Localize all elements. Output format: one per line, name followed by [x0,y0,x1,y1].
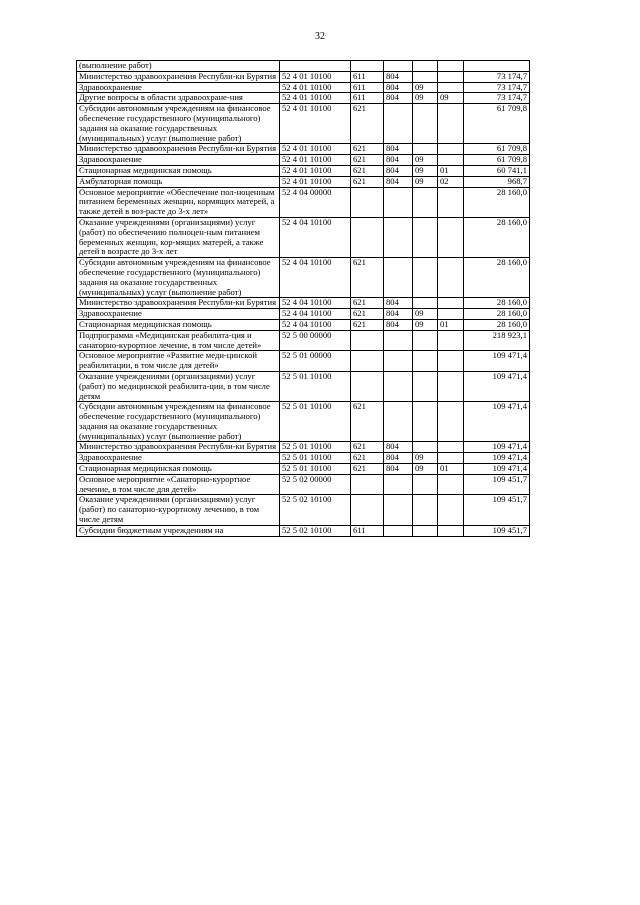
row-pr-cell [438,258,464,298]
row-name-cell: Здравоохранение [77,309,280,320]
row-pr-cell [438,442,464,453]
row-vr-cell [351,217,384,257]
table-row [77,442,530,453]
table-row [77,371,530,401]
row-rz-cell [413,298,438,309]
row-code-cell [280,61,351,72]
table-row [77,93,530,104]
row-rz-cell [413,61,438,72]
row-code-cell: 52 4 01 10100 [280,176,351,187]
table-row [77,176,530,187]
row-vr-cell: 621 [351,402,384,442]
row-vr-cell: 621 [351,319,384,330]
row-vr-cell [351,351,384,372]
row-code-cell: 52 5 02 10100 [280,525,351,536]
row-pr-cell [438,71,464,82]
row-vr-cell: 611 [351,82,384,93]
row-code-cell: 52 5 01 10100 [280,371,351,401]
row-pr-cell [438,453,464,464]
row-vr-cell: 621 [351,298,384,309]
row-pr-cell [438,61,464,72]
row-rz-cell [413,71,438,82]
table-row [77,61,530,72]
row-grbs-cell: 804 [384,319,413,330]
row-pr-cell [438,155,464,166]
row-pr-cell: 01 [438,319,464,330]
row-name-cell: Основное мероприятие «Обеспечение пол-ноценным питанием беременных женщин, кормящих матерей, а также детей в воз-расте до 3-х лет» [77,187,280,217]
row-rz-cell [413,351,438,372]
row-amount-cell: 28 160,0 [464,258,530,298]
table-row [77,82,530,93]
table-row [77,104,530,144]
table-row [77,495,530,525]
row-code-cell: 52 5 00 00000 [280,330,351,351]
row-pr-cell: 01 [438,165,464,176]
row-amount-cell: 73 174,7 [464,82,530,93]
row-code-cell: 52 4 04 10100 [280,309,351,320]
row-rz-cell [413,144,438,155]
row-vr-cell: 621 [351,155,384,166]
row-pr-cell [438,525,464,536]
row-name-cell: Оказание учреждениями (организациями) услуг (работ) по санаторно-курортному лечению, в том числе детям [77,495,280,525]
row-vr-cell: 621 [351,165,384,176]
row-name-cell: Стационарная медицинская помощь [77,464,280,475]
row-grbs-cell: 804 [384,453,413,464]
row-name-cell: Субсидии автономным учреждениям на финансовое обеспечение государственного (муниципального) задания на оказание государственных (муниципальных) услуг (выполнение работ) [77,104,280,144]
row-rz-cell [413,371,438,401]
row-vr-cell: 621 [351,309,384,320]
table-row [77,144,530,155]
row-grbs-cell [384,525,413,536]
row-code-cell: 52 4 01 10100 [280,144,351,155]
row-vr-cell [351,474,384,495]
row-rz-cell [413,258,438,298]
row-code-cell: 52 5 01 00000 [280,351,351,372]
row-rz-cell: 09 [413,176,438,187]
row-code-cell: 52 5 01 10100 [280,453,351,464]
row-grbs-cell [384,495,413,525]
row-amount-cell: 109 471,4 [464,351,530,372]
row-grbs-cell [384,217,413,257]
row-vr-cell [351,61,384,72]
table-row [77,351,530,372]
row-name-cell: Министерство здравоохранения Республи-ки Бурятия [77,442,280,453]
row-amount-cell: 28 160,0 [464,309,530,320]
row-vr-cell: 621 [351,258,384,298]
row-rz-cell [413,104,438,144]
table-row [77,402,530,442]
row-rz-cell: 09 [413,464,438,475]
row-grbs-cell [384,402,413,442]
budget-table [76,60,530,537]
row-grbs-cell [384,330,413,351]
table-row [77,330,530,351]
row-name-cell: Субсидии автономным учреждениям на финансовое обеспечение государственного (муниципального) задания на оказание государственных (муниципальных) услуг (выполнение работ) [77,258,280,298]
row-grbs-cell: 804 [384,71,413,82]
table-row [77,258,530,298]
row-rz-cell: 09 [413,93,438,104]
row-code-cell: 52 4 04 00000 [280,187,351,217]
row-amount-cell: 109 451,7 [464,525,530,536]
row-grbs-cell [384,474,413,495]
row-name-cell: Здравоохранение [77,155,280,166]
row-code-cell: 52 4 01 10100 [280,82,351,93]
row-amount-cell: 61 709,8 [464,144,530,155]
row-name-cell: Амбулаторная помощь [77,176,280,187]
row-grbs-cell: 804 [384,144,413,155]
row-vr-cell: 621 [351,104,384,144]
row-rz-cell: 09 [413,453,438,464]
row-amount-cell: 109 471,4 [464,453,530,464]
table-row [77,165,530,176]
row-code-cell: 52 4 04 10100 [280,258,351,298]
row-amount-cell: 61 709,8 [464,104,530,144]
row-name-cell: Подпрограмма «Медицинская реабилита-ция и санаторно-курортное лечение, в том числе детей» [77,330,280,351]
row-rz-cell: 09 [413,82,438,93]
row-vr-cell: 621 [351,453,384,464]
row-code-cell: 52 4 04 10100 [280,319,351,330]
row-rz-cell [413,525,438,536]
row-amount-cell: 109 451,7 [464,495,530,525]
row-amount-cell: 60 741,1 [464,165,530,176]
row-name-cell: (выполнение работ) [77,61,280,72]
row-name-cell: Другие вопросы в области здравоохране-ния [77,93,280,104]
page-number: 32 [315,31,325,42]
row-name-cell: Стационарная медицинская помощь [77,319,280,330]
row-amount-cell: 109 471,4 [464,464,530,475]
table-row [77,155,530,166]
table-row [77,474,530,495]
row-rz-cell [413,402,438,442]
row-grbs-cell [384,371,413,401]
row-code-cell: 52 5 01 10100 [280,402,351,442]
row-name-cell: Основное мероприятие «Развитие меди-цинской реабилитации, в том числе для детей» [77,351,280,372]
row-rz-cell [413,442,438,453]
table-row [77,298,530,309]
row-grbs-cell [384,61,413,72]
row-name-cell: Оказание учреждениями (организациями) услуг (работ) по медицинской реабилита-ции, в том числе детям [77,371,280,401]
row-pr-cell [438,474,464,495]
row-code-cell: 52 4 01 10100 [280,155,351,166]
row-grbs-cell: 804 [384,93,413,104]
row-code-cell: 52 5 02 10100 [280,495,351,525]
row-grbs-cell: 804 [384,165,413,176]
row-rz-cell [413,187,438,217]
row-pr-cell [438,187,464,217]
row-name-cell: Субсидии автономным учреждениям на финансовое обеспечение государственного (муниципального) задания на оказание государственных (муниципальных) услуг (выполнение работ) [77,402,280,442]
row-vr-cell [351,495,384,525]
row-grbs-cell [384,104,413,144]
row-rz-cell [413,217,438,257]
row-name-cell: Субсидии бюджетным учреждениям на [77,525,280,536]
row-amount-cell: 73 174,7 [464,71,530,82]
row-pr-cell [438,104,464,144]
row-code-cell: 52 4 04 10100 [280,217,351,257]
row-amount-cell: 61 709,8 [464,155,530,166]
row-rz-cell: 09 [413,309,438,320]
row-grbs-cell: 804 [384,309,413,320]
table-row [77,71,530,82]
row-rz-cell: 09 [413,155,438,166]
row-vr-cell: 611 [351,71,384,82]
table-row [77,187,530,217]
row-pr-cell [438,309,464,320]
row-amount-cell: 109 471,4 [464,371,530,401]
row-vr-cell [351,371,384,401]
row-pr-cell [438,351,464,372]
row-grbs-cell: 804 [384,298,413,309]
row-name-cell: Основное мероприятие «Санаторно-курортное лечение, в том числе для детей» [77,474,280,495]
row-pr-cell [438,495,464,525]
row-rz-cell [413,330,438,351]
row-pr-cell: 02 [438,176,464,187]
row-name-cell: Министерство здравоохранения Республи-ки Бурятия [77,298,280,309]
row-grbs-cell: 804 [384,155,413,166]
table-row [77,319,530,330]
row-rz-cell [413,495,438,525]
row-vr-cell [351,187,384,217]
row-amount-cell: 109 471,4 [464,442,530,453]
table-body [77,61,530,537]
row-amount-cell: 218 923,1 [464,330,530,351]
row-code-cell: 52 4 01 10100 [280,71,351,82]
row-pr-cell: 09 [438,93,464,104]
row-pr-cell [438,371,464,401]
row-name-cell: Стационарная медицинская помощь [77,165,280,176]
row-amount-cell: 73 174,7 [464,93,530,104]
table-row [77,525,530,536]
row-grbs-cell: 804 [384,442,413,453]
row-vr-cell: 611 [351,93,384,104]
row-rz-cell: 09 [413,165,438,176]
row-amount-cell: 968,7 [464,176,530,187]
row-name-cell: Оказание учреждениями (организациями) услуг (работ) по обеспечению полноцен-ным питанием беременных женщин, кор-мящих матерей, а также детей в возрасте до 3-х лет [77,217,280,257]
row-pr-cell [438,330,464,351]
row-rz-cell: 09 [413,319,438,330]
row-pr-cell [438,217,464,257]
row-name-cell: Министерство здравоохранения Республи-ки Бурятия [77,71,280,82]
row-pr-cell [438,82,464,93]
row-code-cell: 52 5 01 10100 [280,442,351,453]
row-grbs-cell: 804 [384,176,413,187]
row-amount-cell: 28 160,0 [464,298,530,309]
row-grbs-cell [384,351,413,372]
row-amount-cell: 109 451,7 [464,474,530,495]
table-row [77,217,530,257]
row-name-cell: Здравоохранение [77,82,280,93]
row-code-cell: 52 5 01 10100 [280,464,351,475]
row-rz-cell [413,474,438,495]
row-pr-cell [438,402,464,442]
row-grbs-cell [384,187,413,217]
row-code-cell: 52 4 01 10100 [280,93,351,104]
row-code-cell: 52 5 02 00000 [280,474,351,495]
table-row [77,453,530,464]
row-code-cell: 52 4 04 10100 [280,298,351,309]
row-vr-cell: 621 [351,442,384,453]
row-pr-cell: 01 [438,464,464,475]
row-vr-cell [351,330,384,351]
row-pr-cell [438,144,464,155]
row-grbs-cell: 804 [384,82,413,93]
row-vr-cell: 621 [351,176,384,187]
row-code-cell: 52 4 01 10100 [280,165,351,176]
row-code-cell: 52 4 01 10100 [280,104,351,144]
row-name-cell: Здравоохранение [77,453,280,464]
row-grbs-cell: 804 [384,464,413,475]
row-amount-cell: 28 160,0 [464,187,530,217]
row-grbs-cell [384,258,413,298]
row-amount-cell: 28 160,0 [464,217,530,257]
row-amount-cell [464,61,530,72]
table-row [77,464,530,475]
row-amount-cell: 109 471,4 [464,402,530,442]
row-amount-cell: 28 160,0 [464,319,530,330]
row-pr-cell [438,298,464,309]
table-row [77,309,530,320]
row-vr-cell: 621 [351,144,384,155]
row-name-cell: Министерство здравоохранения Республи-ки Бурятия [77,144,280,155]
row-vr-cell: 611 [351,525,384,536]
row-vr-cell: 621 [351,464,384,475]
